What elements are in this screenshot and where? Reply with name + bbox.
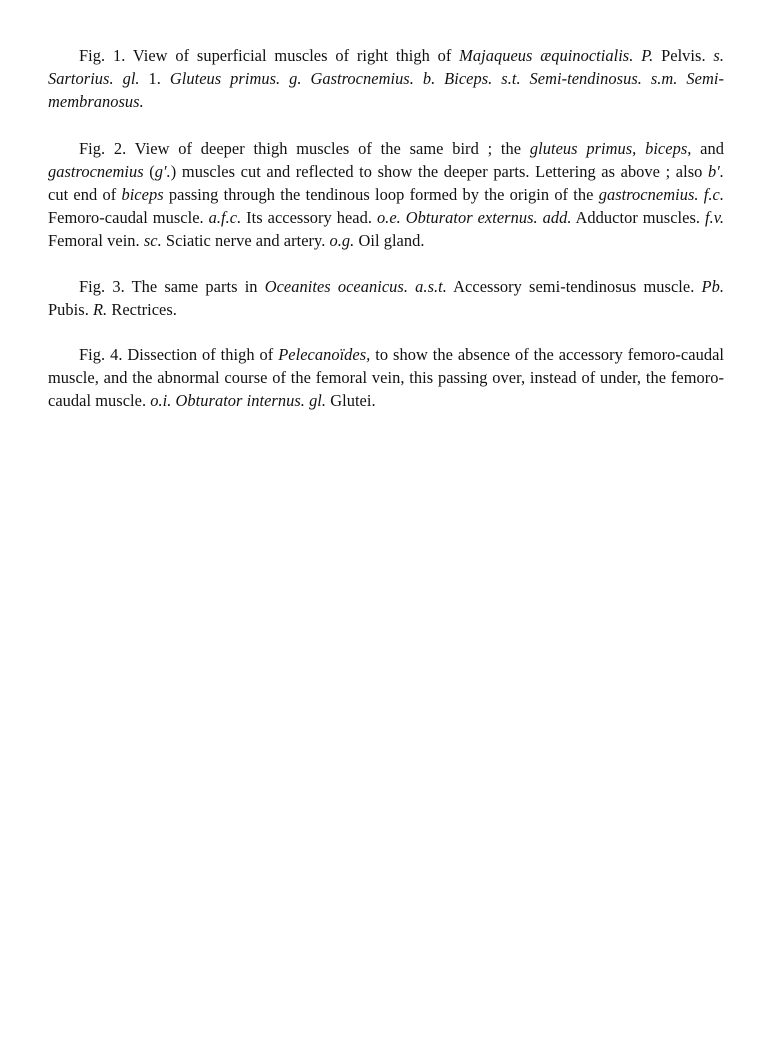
caption-italic-run: o.e. Obturator externus.	[376, 208, 538, 228]
caption-text-run: Glutei.	[326, 391, 376, 411]
caption-text-run	[114, 69, 123, 88]
caption-text-run: Pubis.	[48, 299, 93, 319]
caption-text-run	[642, 69, 651, 88]
caption-text-run: Fig. 2. View of deeper thigh muscles of the same bird ; the	[79, 138, 530, 158]
plate-explanation	[48, 44, 724, 435]
caption-italic-run: gastrocnemius	[48, 161, 144, 181]
caption-text-run: and	[691, 138, 724, 158]
caption-text-run: passing through the tendinous loop formed by the origin of the	[163, 185, 599, 205]
caption-text-run: Rectrices.	[107, 299, 177, 319]
caption-text-run	[414, 69, 423, 88]
figure-2-caption	[48, 137, 724, 253]
caption-italic-run: gl.	[309, 391, 327, 411]
caption-italic-run: g′.	[154, 161, 171, 181]
caption-text-run: Fig. 3. The same parts in	[79, 276, 265, 296]
caption-italic-run: Majaqueus æquinoctialis.	[459, 46, 634, 65]
caption-text-run	[492, 69, 501, 88]
caption-italic-run: P.	[641, 46, 654, 65]
caption-italic-run: f.v.	[705, 208, 725, 228]
caption-italic-run: s.m. Semi-membranosus.	[48, 69, 724, 112]
caption-text-run: Oil gland.	[354, 231, 425, 251]
caption-italic-run: Gluteus primus.	[169, 69, 281, 89]
caption-italic-run: sc.	[143, 231, 162, 251]
caption-italic-run: add.	[542, 208, 572, 228]
caption-text-run: Femoro-caudal muscle.	[48, 208, 209, 228]
caption-text-run: Femoral vein.	[48, 231, 144, 251]
caption-italic-run: gastrocnemius.	[598, 185, 699, 205]
caption-italic-run: o.g.	[329, 231, 355, 251]
caption-text-run: cut end of	[48, 185, 122, 205]
caption-italic-run: gluteus primus, biceps,	[529, 138, 692, 158]
caption-text-run: Its accessory head.	[241, 208, 377, 228]
figure-4-caption	[48, 343, 724, 413]
caption-text-run: Fig. 1. View of superficial muscles of right thigh of	[79, 46, 460, 65]
caption-text-run: to show the absence of the accessory femoro-caudal muscle, and the abnormal course of the femoral vein, this passing over, instead of under, the femoro-caudal muscle.	[48, 345, 724, 411]
caption-italic-run: b′.	[707, 161, 725, 181]
caption-text-run: (	[143, 161, 155, 181]
caption-text-run: Pelvis.	[653, 46, 714, 65]
caption-text-run: Fig. 4. Dissection of thigh of	[79, 345, 279, 365]
caption-italic-run: s. Sartorius.	[48, 46, 724, 89]
caption-italic-run: b. Biceps.	[422, 69, 493, 89]
caption-text-run	[280, 69, 289, 88]
caption-italic-run: Pb.	[701, 276, 724, 296]
caption-text-run: ) muscles cut and reflected to show the deeper parts. Lettering as above ; also	[170, 161, 708, 181]
caption-text-run: Adductor muscles.	[571, 208, 705, 228]
caption-italic-run: g. Gastrocnemius.	[289, 69, 414, 89]
caption-italic-run: a.s.t.	[415, 276, 447, 296]
caption-italic-run: R.	[92, 299, 108, 319]
caption-italic-run: s.t. Semi-tendinosus.	[501, 69, 642, 89]
caption-italic-run: Pelecanoïdes,	[278, 345, 371, 365]
caption-text-run: Sciatic nerve and artery.	[161, 231, 330, 251]
caption-text-run: Accessory semi-tendinosus muscle.	[446, 276, 702, 296]
caption-text-run: 1.	[139, 69, 170, 89]
caption-italic-run: biceps	[121, 185, 164, 205]
caption-italic-run: gl.	[122, 69, 140, 89]
caption-italic-run: a.f.c.	[208, 208, 242, 228]
caption-italic-run: f.c.	[703, 185, 724, 205]
figure-3-caption	[48, 275, 724, 321]
figure-1-caption	[48, 44, 724, 114]
caption-italic-run: o.i. Obturator internus.	[150, 391, 305, 411]
caption-italic-run: Oceanites oceanicus.	[264, 276, 408, 296]
